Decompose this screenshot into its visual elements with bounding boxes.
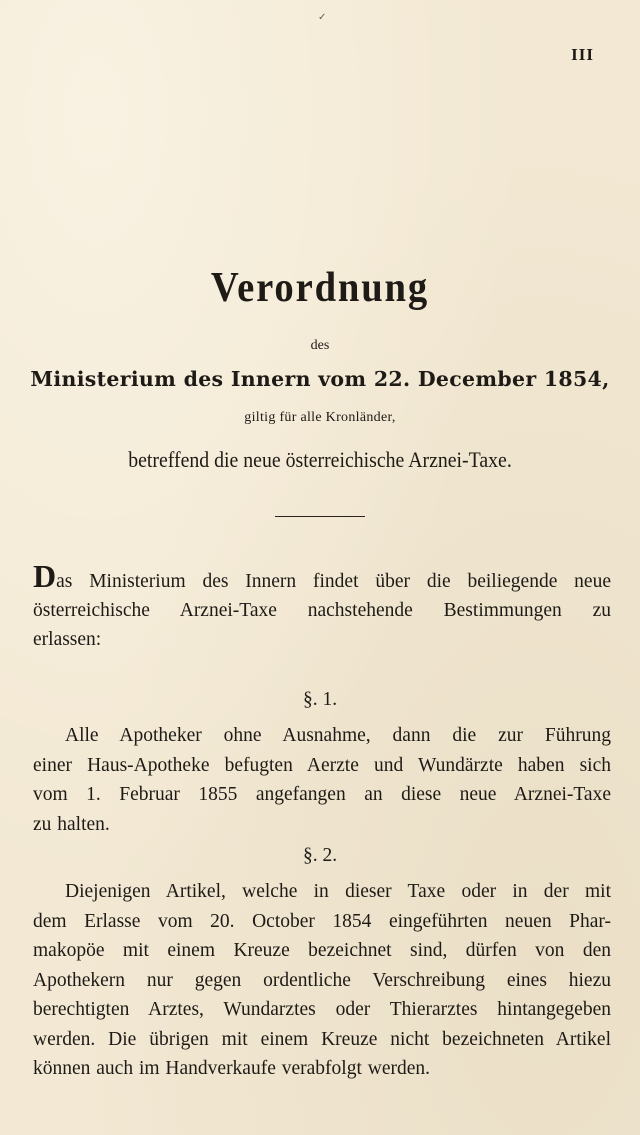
paragraph-line: werden. Die übrigen mit einem Kreuze nicht bezeichneten Artikel bbox=[33, 1028, 611, 1050]
subject-line: betreffend die neue österreichische Arznei-Taxe. bbox=[128, 447, 512, 472]
paragraph-line: einer Haus-Apotheke befugten Aerzte und Wundärzte haben sich bbox=[33, 754, 611, 776]
section-divider bbox=[275, 516, 365, 517]
document-title: Verordnung bbox=[210, 265, 430, 311]
paragraph-line: makopöe mit einem Kreuze bezeichnet sind, dürfen von den bbox=[33, 940, 611, 961]
page-number: III bbox=[571, 45, 594, 64]
paragraph-line: Apothekern nur gegen ordentliche Verschreibung eines hiezu bbox=[33, 969, 611, 991]
section-heading-2: §. 2. bbox=[302, 845, 338, 866]
paragraph-line: Alle Apotheker ohne Ausnahme, dann die zur Führung bbox=[65, 725, 611, 746]
validity-note: giltig für alle Kronländer, bbox=[244, 410, 396, 425]
paragraph-line: erlassen: bbox=[33, 629, 102, 650]
paragraph-line: österreichische Arznei-Taxe nachstehende Bestimmungen zu bbox=[33, 599, 611, 621]
paragraph-line: vom 1. Februar 1855 angefangen an diese neue Arznei-Taxe bbox=[33, 784, 611, 805]
paragraph-line: berechtigten Arztes, Wundarztes oder Thierarztes hintangegeben bbox=[33, 999, 611, 1020]
section-2-paragraph bbox=[33, 877, 611, 1084]
intro-paragraph bbox=[33, 558, 611, 655]
paragraph-line: dem Erlasse vom 20. October 1854 eingeführten neuen Phar- bbox=[33, 910, 611, 932]
section-heading-1: §. 1. bbox=[302, 689, 338, 710]
paragraph-line: Diejenigen Artikel, welche in dieser Taxe oder in der mit bbox=[65, 881, 611, 902]
drop-cap: D bbox=[33, 558, 57, 594]
paragraph-line: können auch im Handverkaufe verabfolgt werden. bbox=[33, 1058, 431, 1079]
title-connector: des bbox=[310, 338, 330, 353]
section-1-paragraph bbox=[33, 721, 611, 839]
paragraph-line bbox=[33, 558, 611, 596]
paragraph-line: zu halten. bbox=[33, 813, 110, 835]
issuing-authority: Ministerium des Innern vom 22. December 1854, bbox=[30, 367, 610, 391]
line-text: as Ministerium des Innern findet über die beiliegende neue bbox=[56, 571, 611, 592]
top-mark: ✓ bbox=[318, 12, 327, 23]
